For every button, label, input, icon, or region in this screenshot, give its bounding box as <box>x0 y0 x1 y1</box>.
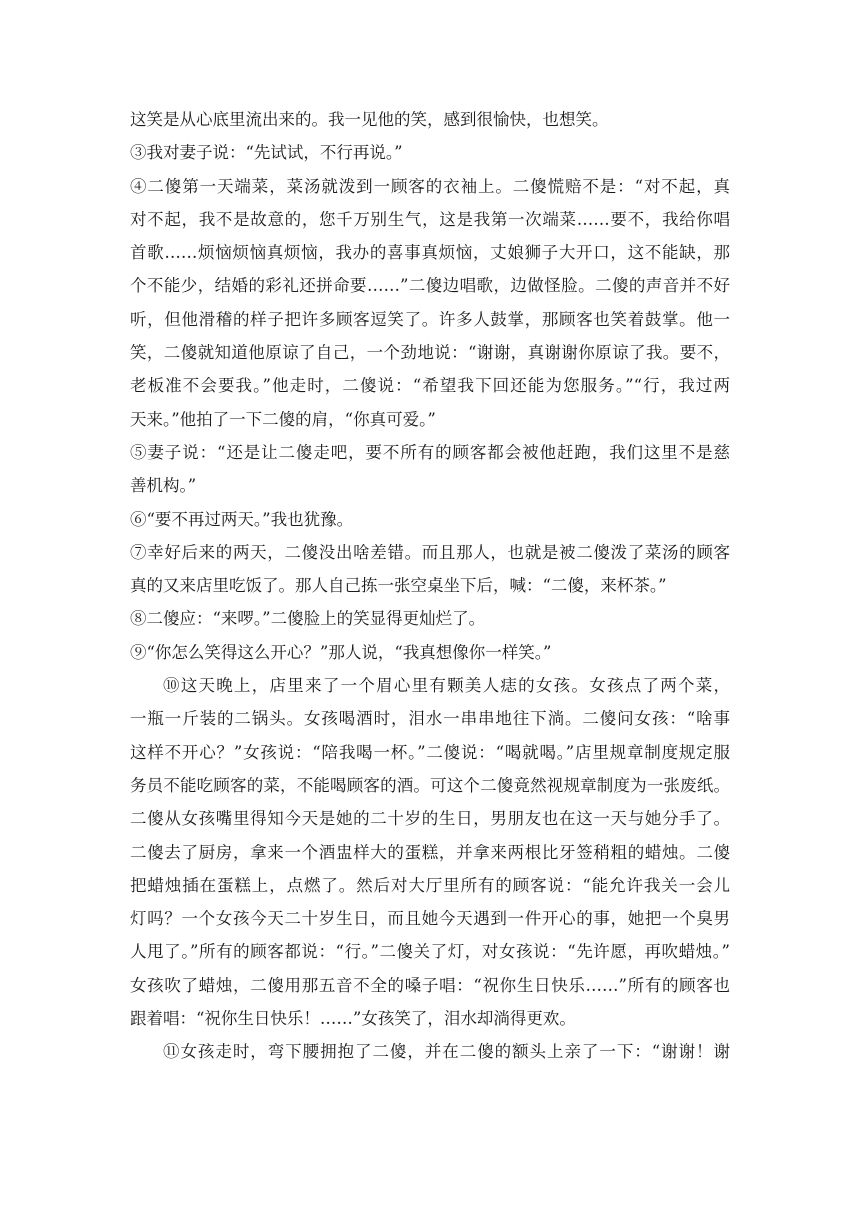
text-line: ⑦幸好后来的两天，二傻没出啥差错。而且那人，也就是被二傻泼了菜汤的顾客 <box>130 542 730 562</box>
paragraph-p8 <box>130 602 730 635</box>
paragraph-p6 <box>130 503 730 536</box>
text-line: 真的又来店里吃饭了。那人自己拣一张空桌坐下后，喊：“二傻，来杯茶。” <box>130 576 667 596</box>
text-line: ④二傻第一天端菜，菜汤就泼到一顾客的衣袖上。二傻慌赔不是：“对不起，真 <box>130 176 730 196</box>
text-line: 二傻去了厨房，拿来一个酒盅样大的蛋糕，并拿来两根比牙签稍粗的蜡烛。二傻 <box>130 842 730 862</box>
text-line: 这样不开心？”女孩说：“陪我喝一杯。”二傻说：“喝就喝。”店里规章制度规定服 <box>130 742 730 762</box>
document-body <box>130 103 730 1069</box>
text-line: 跟着唱：“祝你生日快乐！……”女孩笑了，泪水却淌得更欢。 <box>130 1009 576 1029</box>
text-line: ⑩这天晚上，店里来了一个眉心里有颗美人痣的女孩。女孩点了两个菜， <box>163 676 730 696</box>
text-line: 把蜡烛插在蛋糕上，点燃了。然后对大厅里所有的顾客说：“能允许我关一会儿 <box>130 875 730 895</box>
text-line: 灯吗？一个女孩今天二十岁生日，而且她今天遇到一件开心的事，她把一个臭男 <box>130 909 730 929</box>
text-line: ⑨“你怎么笑得这么开心？”那人说，“我真想像你一样笑。” <box>130 642 552 662</box>
text-line: 天来。”他拍了一下二傻的肩，“你真可爱。” <box>130 409 436 429</box>
paragraph-p4 <box>130 170 730 436</box>
text-line: 首歌……烦恼烦恼真烦恼，我办的喜事真烦恼，丈娘狮子大开口，这不能缺，那 <box>130 243 730 263</box>
text-line: 个不能少，结婚的彩礼还拼命要……”二傻边唱歌，边做怪脸。二傻的声音并不好 <box>130 276 730 296</box>
text-line: 这笑是从心底里流出来的。我一见他的笑，感到很愉快，也想笑。 <box>130 110 609 129</box>
paragraph-p10 <box>130 669 730 1035</box>
paragraph-p3 <box>130 136 730 169</box>
text-line: ⑤妻子说：“还是让二傻走吧，要不所有的顾客都会被他赶跑，我们这里不是慈 <box>130 442 730 462</box>
text-line: ③我对妻子说：“先试试，不行再说。” <box>130 143 403 163</box>
paragraph-p9 <box>130 636 730 669</box>
paragraph-p11 <box>130 1035 730 1068</box>
text-line: 女孩吹了蜡烛，二傻用那五音不全的嗓子唱：“祝你生日快乐……”所有的顾客也 <box>130 975 730 995</box>
text-line: 老板准不会要我。”他走时，二傻说：“希望我下回还能为您服务。”“行，我过两 <box>130 376 730 396</box>
text-line: 笑，二傻就知道他原谅了自己，一个劲地说：“谢谢，真谢谢你原谅了我。要不， <box>130 343 730 363</box>
text-line: ⑥“要不再过两天。”我也犹豫。 <box>130 509 354 529</box>
text-line: 听，但他滑稽的样子把许多顾客逗笑了。许多人鼓掌，那顾客也笑着鼓掌。他一 <box>130 309 730 329</box>
text-line: ⑪女孩走时，弯下腰拥抱了二傻，并在二傻的额头上亲了一下：“谢谢！谢 <box>163 1042 730 1062</box>
paragraph-p5 <box>130 436 730 503</box>
paragraph-p2-tail <box>130 103 730 136</box>
paragraph-p7 <box>130 536 730 603</box>
text-line: 对不起，我不是故意的，您千万别生气，这是我第一次端菜……要不，我给你唱 <box>130 209 730 229</box>
text-line: 务员不能吃顾客的菜，不能喝顾客的酒。可这个二傻竟然视规章制度为一张废纸。 <box>130 775 730 795</box>
text-line: ⑧二傻应：“来啰。”二傻脸上的笑显得更灿烂了。 <box>130 609 486 629</box>
text-line: 二傻从女孩嘴里得知今天是她的二十岁的生日，男朋友也在这一天与她分手了。 <box>130 809 730 829</box>
text-line: 人甩了。”所有的顾客都说：“行。”二傻关了灯，对女孩说：“先许愿，再吹蜡烛。” <box>130 942 730 962</box>
text-line: 一瓶一斤装的二锅头。女孩喝酒时，泪水一串串地往下淌。二傻问女孩：“啥事 <box>130 709 730 729</box>
text-line: 善机构。” <box>130 476 197 496</box>
